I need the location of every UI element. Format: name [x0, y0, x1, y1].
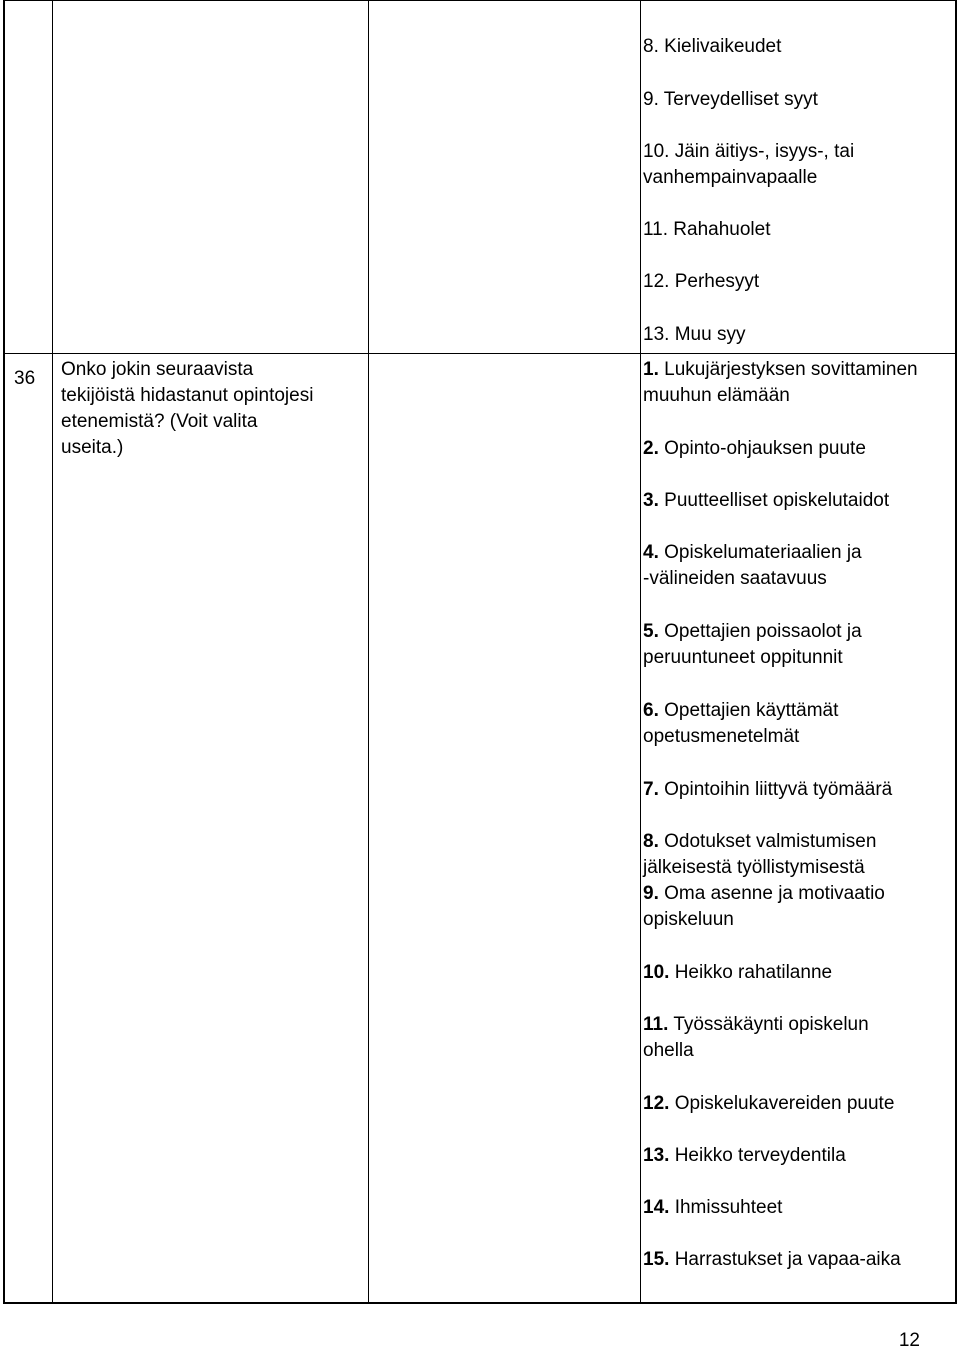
option-1: 1. Lukujärjestyksen sovittaminen muuhun elämään: [643, 359, 918, 406]
column-divider-1: [52, 1, 53, 1302]
option-2: 2. Opinto-ohjauksen puute: [643, 438, 866, 459]
column-divider-2: [368, 1, 369, 1302]
option-12: 12. Opiskelukavereiden puute: [643, 1093, 895, 1114]
option-11: 11. Työssäkäynti opiskelun ohella: [643, 1014, 869, 1061]
option-3: 3. Puutteelliset opiskelutaidot: [643, 490, 890, 511]
option-7: 7. Opintoihin liittyvä työmäärä: [643, 779, 893, 800]
question-number: 36: [14, 368, 36, 389]
continued-option-13: 13. Muu syy: [643, 324, 746, 345]
continued-option-12: 12. Perhesyyt: [643, 271, 760, 292]
question-text: Onko jokin seuraavista tekijöistä hidastanut opintojesi etenemistä? (Voit valita useita.): [61, 359, 314, 458]
continued-option-8: 8. Kielivaikeudet: [643, 36, 782, 57]
option-8: 8. Odotukset valmistumisen jälkeisestä työllistymisestä: [643, 831, 877, 878]
option-14: 14. Ihmissuhteet: [643, 1197, 783, 1218]
option-4: 4. Opiskelumateriaalien ja -välineiden saatavuus: [643, 542, 862, 589]
row-divider: [5, 353, 955, 354]
continued-option-9: 9. Terveydelliset syyt: [643, 89, 818, 110]
page-number: 12: [898, 1330, 920, 1351]
option-10: 10. Heikko rahatilanne: [643, 962, 833, 983]
option-15: 15. Harrastukset ja vapaa-aika: [643, 1249, 901, 1270]
option-6: 6. Opettajien käyttämät opetusmenetelmät: [643, 700, 839, 747]
option-5: 5. Opettajien poissaolot ja peruuntuneet oppitunnit: [643, 621, 862, 668]
option-13: 13. Heikko terveydentila: [643, 1145, 846, 1166]
column-divider-3: [640, 1, 641, 1302]
option-9: 9. Oma asenne ja motivaatio opiskeluun: [643, 883, 885, 930]
continued-option-11: 11. Rahahuolet: [643, 219, 771, 240]
continued-option-10: 10. Jäin äitiys-, isyys-, tai vanhempainvapaalle: [643, 141, 855, 188]
